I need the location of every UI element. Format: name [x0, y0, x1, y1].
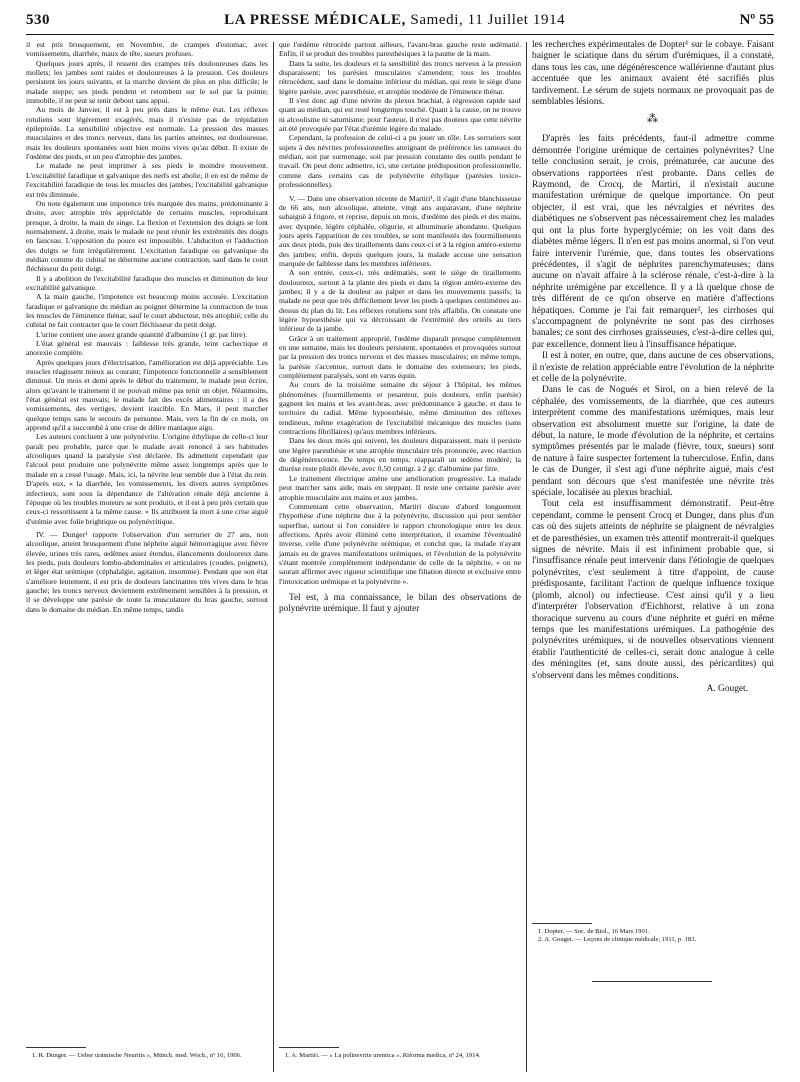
- paragraph: il est pris brusquement, en Novembre, de crampes d'estomac, avec vomissements, diarrhée, maux de tête, sueurs profuses.: [26, 40, 268, 59]
- paragraph: Grâce à un traitement approprié, l'œdème disparaît presque complètement en une semaine, mais les douleurs persistent, spontanées et provoquées surtout par la pression des troncs nerveux et des masses musculaires; en même temps, la parésie s'accentue, surtout dans le domaine des extenseurs; les pieds, complètement paralysés, sont en varus équin.: [279, 333, 521, 381]
- newspaper-page: [26, 12, 774, 1074]
- paragraph: Il est à noter, en outre, que, dans aucune de ces observations, il n'existe de relation appréciable entre l'évolution de la néphrite et celle de la polynévrite.: [532, 351, 774, 384]
- paragraph: V. — Dans une observation récente de Martiri¹, il s'agit d'une blanchisseuse de 66 ans, non alcoolique, atteinte, vingt ans auparavant, d'une néphrite subaiguë à frigore, et reprise, depuis un mois, d'œdème des pieds et des mains, avec dyspnée, légère céphalée, oligurie, et albuminurie abondante. Quelques jours après l'apparition de ces troubles, se sont manifestés des fourmillements aux deux pieds, puis des tiraillements dans ceux-ci et à la région antéro-externe des jambes; enfin, depuis quelques jours, la malade accuse une sensation marquée de faiblesse dans les membres inférieurs.: [279, 193, 521, 268]
- paragraph: L'état général est mauvais : faiblesse très grande, teint cachectique et anorexie complète.: [26, 339, 268, 358]
- paragraph: les recherches expérimentales de Dopter¹ sur le cobaye. Faisant baigner le sciatique dans du sérum d'urémiques, il a constaté, dans tous les cas, une dégénérescence wallérienne d'autant plus accentuée que les animaux avaient été sacrifiés plus tardivement. Le sérum de sujets normaux ne provoquait pas de semblables lésions.: [532, 40, 774, 108]
- column-2: [279, 40, 521, 1074]
- paragraph: Il y a abolition de l'excitabilité faradique des muscles et diminution de leur excitabilité galvanique.: [26, 273, 268, 292]
- column-2-footnotes: [279, 1047, 521, 1060]
- page-number: 530: [26, 12, 50, 28]
- column-1-body: [26, 40, 268, 614]
- column-end-rule: [592, 981, 712, 982]
- column-1: [26, 40, 268, 1074]
- paragraph: Dans le cas de Nogués et Sirol, on a bien relevé de la céphalée, des vomissements, de la diarrhée, que ces auteurs interprètent comme des manifestations urémiques, mais leur observation est absolument muette sur l'origine, la date de début, la nature, le mode d'évolution de la néphrite, et certains symptômes présentés par le malade (fièvre, toux, sueurs) sont de nature à faire suspecter fortement la tuberculose. Enfin, dans le cas de Dunger, il s'est agi d'une néphrite aiguë, mais c'est pendant son décours que s'est manifestée une névrite très spéciale, localisée au plexus brachial.: [532, 385, 774, 499]
- section-asterism: ⁂: [647, 113, 659, 126]
- footnote-rule: [532, 923, 592, 924]
- paragraph: Les auteurs concluent à une polynévrite. L'origine éthylique de celle-ci leur paraît peu probable, parce que le malade avait renoncé à ses habitudes alcooliques quand la paralysie s'est déclarée. Ils admettent cependant que l'alcool peut produire une polynévrite même assez longtemps après que le malade en a cessé l'usage. Mais, ici, la névrite leur semble due à l'état du rein. D'après eux, « la diarrhée, les vomissements, les divers autres symptômes infectieux, sont sous la dépendance de l'altération rénale déjà ancienne à l'époque où les troubles moteurs se sont produits, et il est à peu près certain que ceux-ci ressortissent à la même cause. » Ils attribuent la mort à une crise aiguë d'urémie avec folie brightique ou polynévritique.: [26, 432, 268, 526]
- paragraph: Quelques jours après, il ressent des crampes très douloureuses dans les mollets; les jambes sont raides et douloureuses à la pression. Ces douleurs persistent les jours suivants, et la marche devient de plus en plus difficile; le malade steppe; ses pieds pendent et retombent sur le sol par la pointe; immobile, il ne peut se tenir debout sans appui.: [26, 58, 268, 106]
- column-1-footnotes: [26, 1047, 268, 1060]
- column-rule-2: [526, 42, 527, 1072]
- paragraph: A son entrée, ceux-ci, très œdématiés, sont le siège de tiraillements douloureux, surtout à la plante des pieds et dans la région antéro-externe des jambes; il y a de la douleur au palper et dans les mouvements passifs; la malade ne peut que très difficilement lever les pieds à quelques centimètres au-dessus du plan du lit. Les réflexes rotuliens sont très affaiblis. On constate une légère hypoesthésie qui va décroissant de l'extrémité des orteils au tiers inférieur de la jambe.: [279, 268, 521, 334]
- footnote-rule: [26, 1047, 86, 1048]
- paragraph: Le traitement électrique amène une amélioration progressive. La malade peut marcher sans aide, mais en steppant. Il reste une certaine parésie avec atrophie musculaire aux mains et aux jambes.: [279, 473, 521, 502]
- paragraph: Dans les deux mois qui suivent, les douleurs disparaissent, mais il persiste une légère paresthésie et une atrophie musculaire très prononcée, avec réaction de dégénérescence. De temps en temps, réapparaît un œdème modéré; la diurèse reste plutôt élevée, avec 0,50 centigr. à 2 gr. d'albumine par litre.: [279, 436, 521, 474]
- paragraph: IV. — Dunger¹ rapporte l'observation d'un serrurier de 27 ans, non alcoolique, atteint brusquement d'une néphrite aiguë hémorragique avec fièvre élevée, urines très rares, œdèmes assez étendus, élancements douloureux dans les pieds, puis douleurs lombo-abdominales et articulaires (coudes, poignets), et léger état urémique (céphalalgie, agitation, insomnie). Pendant que son état s'améliore lentement, il est pris de douleurs lancinantes très vives dans le bras gauche; les troncs nerveux deviennent extrêmement sensibles à la pression, et il se développe une parésie de toute la musculature du bras gauche, surtout dans le domaine du médian. En même temps, tandis: [26, 529, 268, 614]
- paragraph: Le malade ne peut imprimer à ses pieds le moindre mouvement. L'excitabilité faradique et galvanique des nerfs est abolie; il en est de même de l'excitabilité faradique de tous les muscles des jambes; l'excitabilité galvanique est très diminuée.: [26, 161, 268, 199]
- footnote: 2. A. Gouget. — Leçons de clinique médicale, 1911, p. 183.: [538, 935, 697, 943]
- paragraph: On note également une impotence très marquée des mains, prédominante à droite, avec atrophie très appréciable de certains muscles, reproduisant presque, à droite, la main de singe. La flexion et l'extension des doigts se font normalement, à droite, mais le malade ne peut réunir les extrémités des doigts en faisceau. L'opposition du pouce est impossible. L'abduction et l'adduction des doigts se font irrégulièrement. L'excitation faradique ou galvanique du médian comme du cubital ne détermine aucune contraction, sauf dans le court fléchisseur du petit doigt.: [26, 198, 268, 274]
- paragraph: Après quelques jours d'électrisation, l'amélioration est déjà appréciable. Les muscles réagissent mieux au courant; l'impotence fonctionnelle a sensiblement diminué. Un mois et demi après le début du traitement, le malade peut écrire, alors qu'avant le traitement il ne pouvait même pas tenir un objet. Néanmoins, l'état général est mauvais; le malade fait des excès alimentaires : il a des vomissements, des vertiges, devient irascible. En Mars, il peut marcher quelque temps sans le secours de personne. Mais, vers la fin de ce mois, on apprend qu'il a succombé à une crise de délire maniaque aigu.: [26, 357, 268, 433]
- paragraph: L'urine contient une assez grande quantité d'albumine (1 gr. par litre).: [36, 329, 248, 339]
- author-signature: A. Gouget.: [706, 683, 748, 694]
- paragraph: Commentant cette observation, Martiri discute d'abord longuement l'hypothèse d'une néphrite due à la polynévrite, discussion qui peut sembler superflue, surtout si l'on considère le rapport chronologique entre les deux affections. Après avoir éliminé cette interprétation, il examine l'éventualité inverse, celle d'une polynévrite urémique, et conclut que, la malade n'ayant jamais eu de graves manifestations urémiques, et l'évolution de la polynévrite s'étant montrée complètement indépendante de celle de la néphrite, « on ne saurait affirmer avec rigueur scientifique une filiation directe et exclusive entre l'intoxication urémique et la polynévrite ».: [279, 501, 521, 586]
- paragraph: D'après les faits précédents, faut-il admettre comme démontrée l'origine urémique de certaines polynévrites? Une telle conclusion serait, je crois, prématurée, car aucune des observations rapportées n'est probante. Dans celles de Raymond, de Crocq, de Martiri, il n'existait aucune manifestation urémique de quelque importance. On peut objecter, il est vrai, que les névralgies et névrites des diabétiques ne s'observent pas nécessairement chez les malades qui ont la plus forte hyperglycémie; on les voit dans des diabètes même légers. Il n'en est pas moins anormal, si l'on veut faire intervenir l'urémie, que, dans toutes les observations précédentes, il s'agit de néphrites parenchymateuses; dans aucune on n'avait affaire à la sclérose rénale, c'est-à-dire à la néphrite urémigène par excellence. Il y a là quelque chose de très différent de ce qu'on observe en matière d'affections hépatiques. Comme je l'ai fait remarquer², les cirrhoses qui s'accompagnent de polynévrite ne sont pas des cirrhoses banales; ce sont des cirrhoses graisseuses, c'est-à-dire celles qui, par excellence, donnent lieu à l'insuffisance hépatique.: [532, 134, 774, 350]
- footnote: 1. A. Martiri. — « La polinevrite uremica ». Riforma medica, nº 24, 1914.: [285, 1051, 481, 1059]
- paragraph: que l'œdème rétrocède partout ailleurs, l'avant-bras gauche reste œdématié. Enfin, il se produit des troubles paresthésiques à la paume de la main.: [279, 40, 521, 59]
- column-rule-1: [273, 42, 274, 1072]
- paragraph: Il s'est donc agi d'une névrite du plexus brachial, à régression rapide sauf quant au médian, qui est resté longtemps touché. Quant à la cause, on ne trouve ni alcoolisme ni saturnisme; pour l'auteur, il n'est pas douteux que cette névrite ait été provoquée par l'état d'urémie légère du malade.: [279, 96, 521, 134]
- paragraph: Dans la suite, les douleurs et la sensibilité des troncs nerveux à la pression disparaissent; les parésies musculaires s'amendent; tous les troubles rétrocèdent, sauf dans le domaine inférieur du médian, qui reste le siège d'une légère parésie, avec paresthésie, et atrophie modérée de l'éminence thénar.: [279, 58, 521, 96]
- article-columns: [26, 40, 774, 1074]
- journal-title-line: [224, 12, 565, 29]
- footnote: 1. R. Dunger. — Ueber urämische Neuritis », Münch. med. Woch., nº 16, 1906.: [32, 1051, 242, 1059]
- column-3-footnotes: [532, 923, 774, 944]
- column-2-body: [279, 40, 521, 614]
- paragraph: Au cours de la troisième semaine du séjour à l'hôpital, les mêmes phénomènes (fourmillements et pesanteur, puis douleurs, enfin parésie) gagnent les mains et les avant-bras, avec prédominance à gauche, et dans le territoire du radial. Même hypoesthésie, même diminution des réflexes tendineux, même exagération de l'excitabilité mécanique des muscles (sans contractions fibrillaires) qu'aux membres inférieurs.: [279, 380, 521, 437]
- page-header: [26, 12, 774, 35]
- journal-title: LA PRESSE MÉDICALE,: [224, 12, 407, 28]
- paragraph: Cependant, la profession de celui-ci a pu jouer un rôle. Les serruriers sont sujets à des névrites professionnelles atteignant de préférence les rameaux du médian, soit par surmenage, soit par pression constante des outils pendant le travail. On peut donc admettre, ici, une certaine prédisposition professionnelle, comme dans certains cas de polynévrite éthylique (parésies toxico-professionnelles).: [279, 133, 521, 190]
- paragraph: A la main gauche, l'impotence est beaucoup moins accusée. L'excitation faradique et galvanique du médian au poignet détermine la contraction de tous les muscles de l'éminence thénar, sauf le court abducteur, très atrophié; celle du cubital ne fait contracter que le court fléchisseur du petit doigt.: [26, 292, 268, 330]
- paragraph: Tel est, à ma connaissance, le bilan des observations de polynévrite urémique. Il faut y ajouter: [279, 591, 521, 613]
- paragraph: Tout cela est insuffisamment démonstratif. Peut-être cependant, comme le pensent Crocq et Dunger, dans plus d'un cas où des sujets atteints de néphrite se plaignent de névralgies et de paresthésies, un examen très attentif montrerait-il quelques signes de névrite. Mais il est infiniment probable que, si l'insuffisance rénale peut intervenir dans l'étiologie de quelques polynévrites, c'est seulement à titre d'appoint, de cause prédisposante, facilitant l'action de quelque influence toxique (plomb, alcool) ou infectieuse. C'est ainsi qu'il y a lieu d'interpréter l'observation d'Eichhorst, relative à un zona thoracique survenu au cours d'une néphrite et guéri en même temps que les manifestations urémiques. La pathogénie des polynévrites urémiques, si de nouvelles observations viennent établir l'authenticité de celles-ci, serait donc analogue à celle des méningites (et, sans doute aussi, des péricardites) qui s'observent dans les mêmes conditions.: [532, 499, 774, 681]
- footnote: 1. Dopter. — Soc. de Biol., 16 Mars 1901.: [538, 927, 650, 935]
- paragraph: Au mois de Janvier, il est à peu près dans le même état. Les réflexes rotuliens sont légèrement exagérés, mais il n'existe pas de trépidation épileptoïde. La sensibilité objective est normale. La pression des masses musculaires et des troncs nerveux, dans les parties atteintes, est douloureuse, mais les douleurs spontanées sont bien moins vives qu'au début. Il existe de l'œdème des pieds, et un peu d'atrophie des jambes.: [26, 105, 268, 162]
- column-3-body: [532, 40, 774, 695]
- footnote-rule: [279, 1047, 339, 1048]
- issue-date: Samedi, 11 Juillet 1914: [410, 12, 566, 28]
- column-3: [532, 40, 774, 1074]
- issue-number: Nº 55: [739, 12, 774, 28]
